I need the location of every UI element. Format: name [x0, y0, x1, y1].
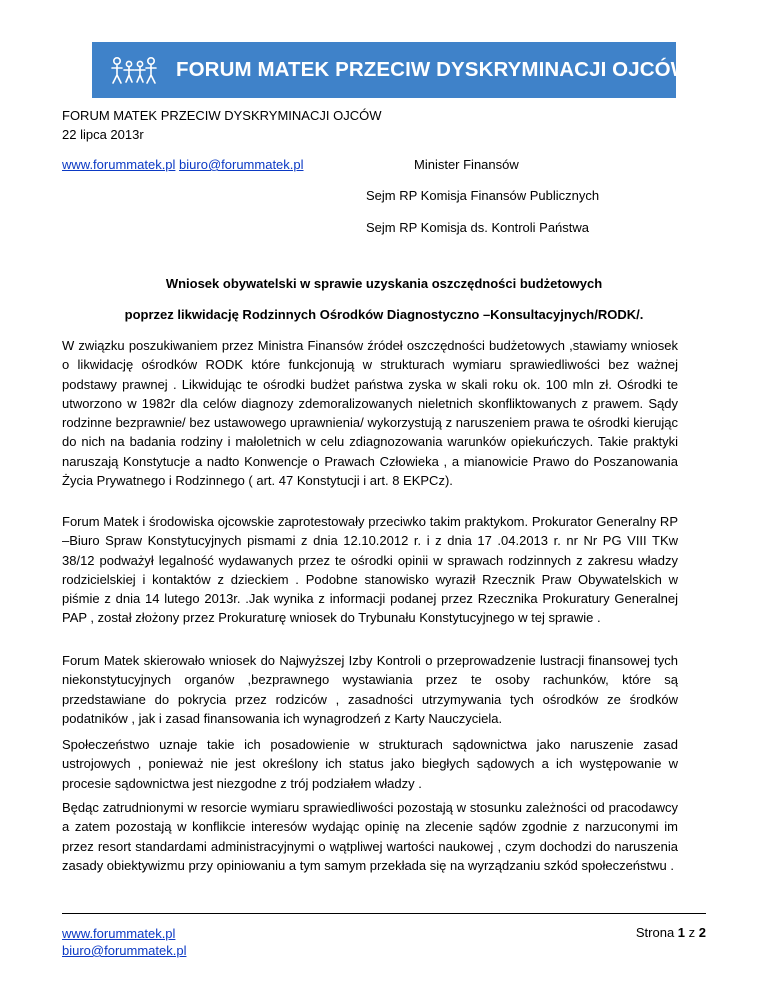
recipient-2: Sejm RP Komisja Finansów Publicznych	[366, 188, 600, 203]
page-total: 2	[698, 925, 706, 940]
family-figures-icon	[110, 55, 158, 85]
footer-website-link[interactable]: www.forummatek.pl	[62, 926, 176, 941]
heading-line-2: poprzez likwidację Rodzinnych Ośrodków Diagnostyczno –Konsultacyjnych/RODK/.	[124, 307, 644, 322]
banner-title: FORUM MATEK PRZECIW DYSKRYMINACJI OJCÓW	[176, 58, 691, 81]
contact-links	[62, 155, 304, 174]
footer-email-link[interactable]: biuro@forummatek.pl	[62, 943, 187, 958]
header-banner	[92, 42, 691, 98]
heading-line-1: Wniosek obywatelski w sprawie uzyskania oszczędności budżetowych	[165, 276, 603, 291]
paragraph-5: Będąc zatrudnionymi w resorcie wymiaru sprawiedliwości pozostają w stosunku zależności od pracodawcy a zatem pozostają w konflikcie interesów wydając opinię na zlecenie sądów zgodnie z narzuconymi im przez resort standardami administracyjnymi o wątpliwej wartości naukowej , czym dochodzi do naruszenia zasady obiektywizmu przy opiniowaniu a tym samym przekłada się na wyrządzaniu szkód społeczeństwu .	[62, 800, 678, 873]
page-current: 1	[677, 925, 686, 940]
paragraph-1: W związku poszukiwaniem przez Ministra Finansów źródeł oszczędności budżetowych ,stawiamy wniosek o likwidację ośrodków RODK które funkcjonują w strukturach wymiaru sprawiedliwości bez ważnej podstawy prawnej . Likwidując te ośrodki budżet państwa zyska w skali roku ok. 100 mln zł. Ośrodki te utworzono w 1982r dla celów diagnozy zdemoralizowanych nieletnich skonfliktowanych z prawem. Sądy rodzinne bezprawnie/ bez ustawowego uprawnienia/ wykorzystują z naruszeniem prawa te ośrodki kierując do nich na badania rodziny i małoletnich w celu zdiagnozowania warunków opiekuńczych. Takie praktyki naruszają Konstytucje a nadto Konwencje o Prawach Człowieka , a mianowicie Prawo do Poszanowania Życia Prywatnego i Rodzinnego ( art. 47 Konstytucji i art. 8 EKPCz).	[62, 338, 678, 489]
page-prefix: Strona	[635, 925, 678, 940]
website-link[interactable]: www.forummatek.pl	[62, 157, 176, 172]
footer-divider	[62, 913, 706, 914]
recipient-1: Minister Finansów	[414, 157, 519, 172]
recipient-3: Sejm RP Komisja ds. Kontroli Państwa	[366, 220, 590, 235]
paragraph-4: Społeczeństwo uznaje takie ich posadowienie w strukturach sądownictwa jako naruszenie zasad ustrojowych , ponieważ nie jest określony ich status jako biegłych sądowych a ich występowanie w procesie sądownictwa jest niezgodne z trój podziałem władzy .	[62, 737, 678, 791]
page-separator: z	[685, 925, 699, 940]
email-link[interactable]: biuro@forummatek.pl	[179, 157, 304, 172]
letter-date: 22 lipca 2013r	[62, 127, 144, 142]
paragraph-3: Forum Matek skierowało wniosek do Najwyższej Izby Kontroli o przeprowadzenie lustracji finansowej tych niekonstytucyjnych organów ,bezprawnego wystawiania przez te osoby rachunków, które są przedstawiane do pokrycia przez rodziców , zasadności utrzymywania tych ośrodków ze środków podatników , jak i zasad finansowania ich wynagrodzeń z Karty Nauczyciela.	[62, 653, 678, 726]
page-number	[636, 925, 706, 940]
org-name: FORUM MATEK PRZECIW DYSKRYMINACJI OJCÓW	[62, 108, 382, 123]
paragraph-2: Forum Matek i środowiska ojcowskie zaprotestowały przeciwko takim praktykom. Prokurator Generalny RP –Biuro Spraw Konstytucyjnych pismami z dnia 12.10.2012 r. i z dnia 17 .04.2013 r. nr Nr PG VIII TKw 38/12 podważył legalność wydawanych przez te ośrodki opinii w sprawach rodzinnych z zakresu władzy rodzicielskiej i kontaktów z dzieckiem . Podobne stanowisko wyraził Rzecznik Praw Obywatelskich w piśmie z dnia 14 lutego 2013r. .Jak wynika z informacji podanej przez Rzecznika Prokuratury Generalnej PAP , został złożony przez Prokuraturę wniosek do Trybunału Konstytucyjnego w tej sprawie .	[62, 514, 678, 626]
